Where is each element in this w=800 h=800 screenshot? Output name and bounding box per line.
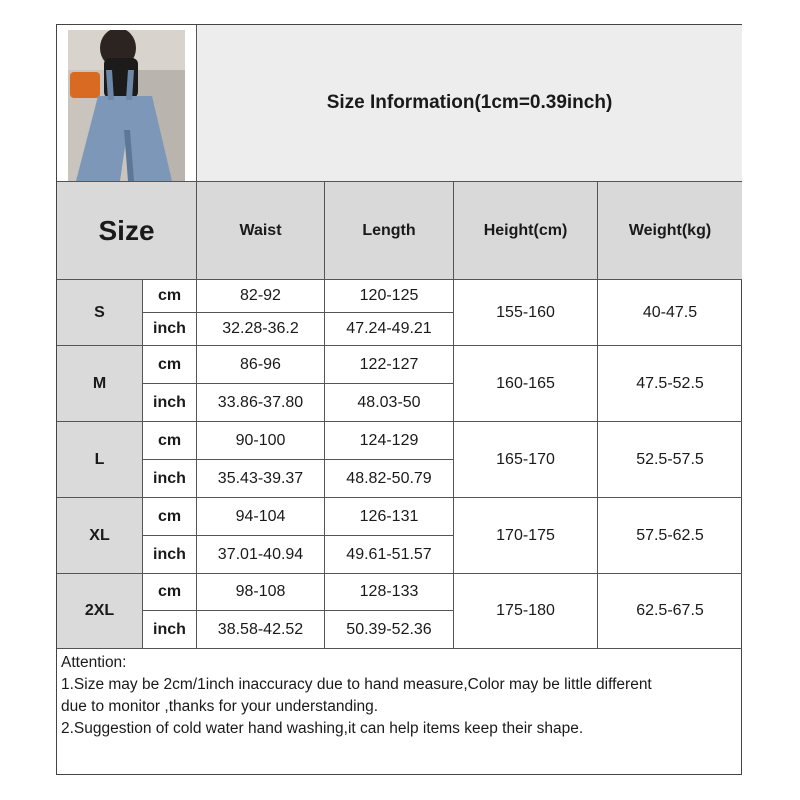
height-xl: 170-175 [454, 498, 598, 574]
attention-heading: Attention: [61, 654, 127, 671]
length-inch-l: 48.82-50.79 [325, 460, 454, 498]
length-column-header: Length [325, 182, 454, 280]
weight-s: 40-47.5 [598, 280, 742, 346]
size-label-s: S [57, 280, 143, 346]
height-s: 155-160 [454, 280, 598, 346]
unit-inch: inch [143, 536, 197, 574]
size-column-header: Size [57, 182, 197, 280]
waist-column-header: Waist [197, 182, 325, 280]
waist-inch-xl: 37.01-40.94 [197, 536, 325, 574]
waist-inch-m: 33.86-37.80 [197, 384, 325, 422]
unit-cm: cm [143, 280, 197, 313]
weight-2xl: 62.5-67.5 [598, 574, 742, 649]
unit-cm: cm [143, 574, 197, 611]
waist-cm-2xl: 98-108 [197, 574, 325, 611]
length-cm-s: 120-125 [325, 280, 454, 313]
height-m: 160-165 [454, 346, 598, 422]
weight-m: 47.5-52.5 [598, 346, 742, 422]
height-l: 165-170 [454, 422, 598, 498]
waist-inch-s: 32.28-36.2 [197, 313, 325, 346]
product-photo [57, 25, 197, 182]
unit-inch: inch [143, 611, 197, 649]
unit-cm: cm [143, 422, 197, 460]
length-inch-s: 47.24-49.21 [325, 313, 454, 346]
unit-inch: inch [143, 460, 197, 498]
size-label-l: L [57, 422, 143, 498]
note-line-3: 2.Suggestion of cold water hand washing,it can help items keep their shape. [61, 720, 584, 737]
unit-inch: inch [143, 313, 197, 346]
length-cm-xl: 126-131 [325, 498, 454, 536]
size-chart-sheet [56, 24, 742, 775]
height-column-header: Height(cm) [454, 182, 598, 280]
size-label-m: M [57, 346, 143, 422]
waist-cm-l: 90-100 [197, 422, 325, 460]
note-line-2: due to monitor ,thanks for your understanding. [61, 698, 379, 715]
size-information-title: Size Information(1cm=0.39inch) [197, 25, 742, 182]
length-cm-l: 124-129 [325, 422, 454, 460]
length-inch-xl: 49.61-51.57 [325, 536, 454, 574]
length-inch-m: 48.03-50 [325, 384, 454, 422]
weight-l: 52.5-57.5 [598, 422, 742, 498]
note-line-1: 1.Size may be 2cm/1inch inaccuracy due to hand measure,Color may be little different [61, 676, 652, 693]
unit-cm: cm [143, 498, 197, 536]
size-label-2xl: 2XL [57, 574, 143, 649]
weight-column-header: Weight(kg) [598, 182, 742, 280]
unit-inch: inch [143, 384, 197, 422]
size-label-xl: XL [57, 498, 143, 574]
waist-inch-l: 35.43-39.37 [197, 460, 325, 498]
waist-cm-s: 82-92 [197, 280, 325, 313]
waist-cm-xl: 94-104 [197, 498, 325, 536]
height-2xl: 175-180 [454, 574, 598, 649]
unit-cm: cm [143, 346, 197, 384]
waist-cm-m: 86-96 [197, 346, 325, 384]
model-photo-icon [68, 30, 185, 181]
waist-inch-2xl: 38.58-42.52 [197, 611, 325, 649]
length-inch-2xl: 50.39-52.36 [325, 611, 454, 649]
length-cm-m: 122-127 [325, 346, 454, 384]
length-cm-2xl: 128-133 [325, 574, 454, 611]
weight-xl: 57.5-62.5 [598, 498, 742, 574]
attention-notes [57, 649, 741, 774]
